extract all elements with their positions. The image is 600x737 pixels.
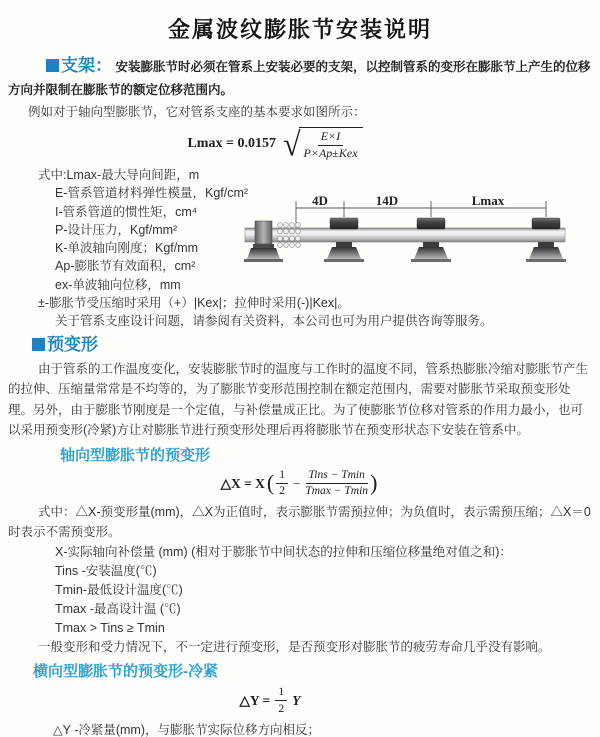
fraction-numerator: 1 [275,685,287,701]
formula-axial-lhs: △X = X [220,475,265,491]
definition-line: ±-膨胀节受压缩时采用（+）|Kex|；拉伸时采用(-)|Kex|。 [38,296,350,311]
lateral-note: △Y -冷紧量(mm)，与膨胀节实际位移方向相反； [53,722,321,737]
axial-variable-line: Tmin-最低设计温度(℃) [55,582,183,597]
definition-line: P-设计压力，Kgf/mm² [55,222,178,237]
definition-line: E-管系管道材料弹性模量，Kgf/cm² [55,186,249,201]
formula-lmax [8,125,542,162]
dim-label-4d: 4D [312,193,328,208]
definition-line: ex-单波轴向位移，mm [55,277,181,292]
axial-variable-line: Tmax -最高设计温 (℃) [55,601,181,616]
definition-line: 式中:Lmax-最大导向间距，m [38,168,200,182]
section-square-icon [46,59,59,72]
fraction-numerator: 1 [276,469,288,484]
subheading-lateral: 横向型膨胀节的预变形-冷紧 [33,662,218,680]
dim-label-14d: 14D [375,193,399,208]
axial-variable-line: X-实际轴向补偿量 (mm) (相对于膨胀节中间状态的拉伸和压缩位移量绝对值之和)： [55,544,512,559]
fraction-denominator: Tmax − Tmin [305,485,369,498]
left-paren: ( [266,469,275,495]
fraction-numerator: E×I [318,130,343,146]
formula-lateral-lhs: △Y = [239,692,271,708]
section-heading-support: 支架： [61,56,112,75]
fraction-denominator: P×Ap±Kex [303,145,358,160]
axial-note: 一般变形和受力情况下，不一定进行预变形，是否预变形对膨胀节的疲劳寿命几乎没有影响。 [38,639,551,654]
support-note-line: 关于管系支座设计问题，请参阅有关资料，本公司也可为用户提供咨询等服务。 [55,314,493,329]
support-paragraph [8,54,592,102]
formula-lateral-rhs: Y [292,692,301,708]
predeform-body: 由于管系的工作温度变化，安装膨胀节时的温度与工作时的温度不同，管系热膨胀冷缩对膨胀节产生的拉伸、压缩量常常是不均等的，为了膨胀节变形范围控制在额定范围内，需要对膨胀节采取预变形处理。另外，由于膨胀节刚度是一个定值，与补偿量成正比。为了使膨胀节位移对管系的作用力最小，也可以采用预变形(冷紧)方让对膨胀节进行预变形处理后再将膨胀节在预变形状态下安装在管系中。 [8,361,589,438]
section-square-icon [32,338,45,351]
fraction-denominator: 2 [279,485,285,498]
sqrt-radical-icon: √ [282,124,301,163]
support-intro-text: 安装膨胀节时必须在管系上安装必要的支架，以控制管系的变形在膨胀节上产生的位移方向并限制在膨胀节的额定位移范围内。 [8,60,591,97]
half-fraction [275,685,287,716]
minus-operator: − [293,475,301,491]
formula-lateral [8,686,532,716]
definition-line: Ap-膨胀节有效面积，cm² [55,259,196,274]
temperature-fraction [305,469,368,498]
pipe-support-diagram [243,192,597,272]
definition-line: K-单波轴向刚度；Kgf/mm [55,241,199,256]
right-paren: ) [370,469,378,495]
definition-line: I-管系管道的惯性矩，cm⁴ [55,204,198,219]
formula-lmax-lhs: Lmax = 0.0157 [187,135,276,151]
page-title: 金属波纹膨胀节安装说明 [167,17,432,42]
half-fraction [276,469,288,498]
fraction-numerator: Tins − Tmin [306,469,368,484]
section-heading-predeform [32,335,592,355]
formula-lmax-fraction [299,127,363,161]
dim-label-lmax: Lmax [471,193,505,208]
axial-explain: 式中：△X-预变形量(mm)，△X为正值时，表示膨胀节需预拉伸；为负值时，表示需预压缩；△X＝0时表示不需预变形。 [8,504,591,540]
axial-variable-line: Tmax > Tins ≥ Tmin [55,620,165,635]
support-example-line: 例如对于轴向型膨胀节，它对管系支座的基本要求如图所示： [28,105,366,119]
axial-variable-line: Tins -安装温度(℃) [55,563,157,578]
subheading-axial: 轴向型膨胀节的预变形 [60,446,211,464]
formula-axial [8,468,592,500]
fraction-denominator: 2 [278,701,285,716]
axial-variable-list [8,543,592,638]
predeform-heading-text: 预变形 [47,334,98,354]
